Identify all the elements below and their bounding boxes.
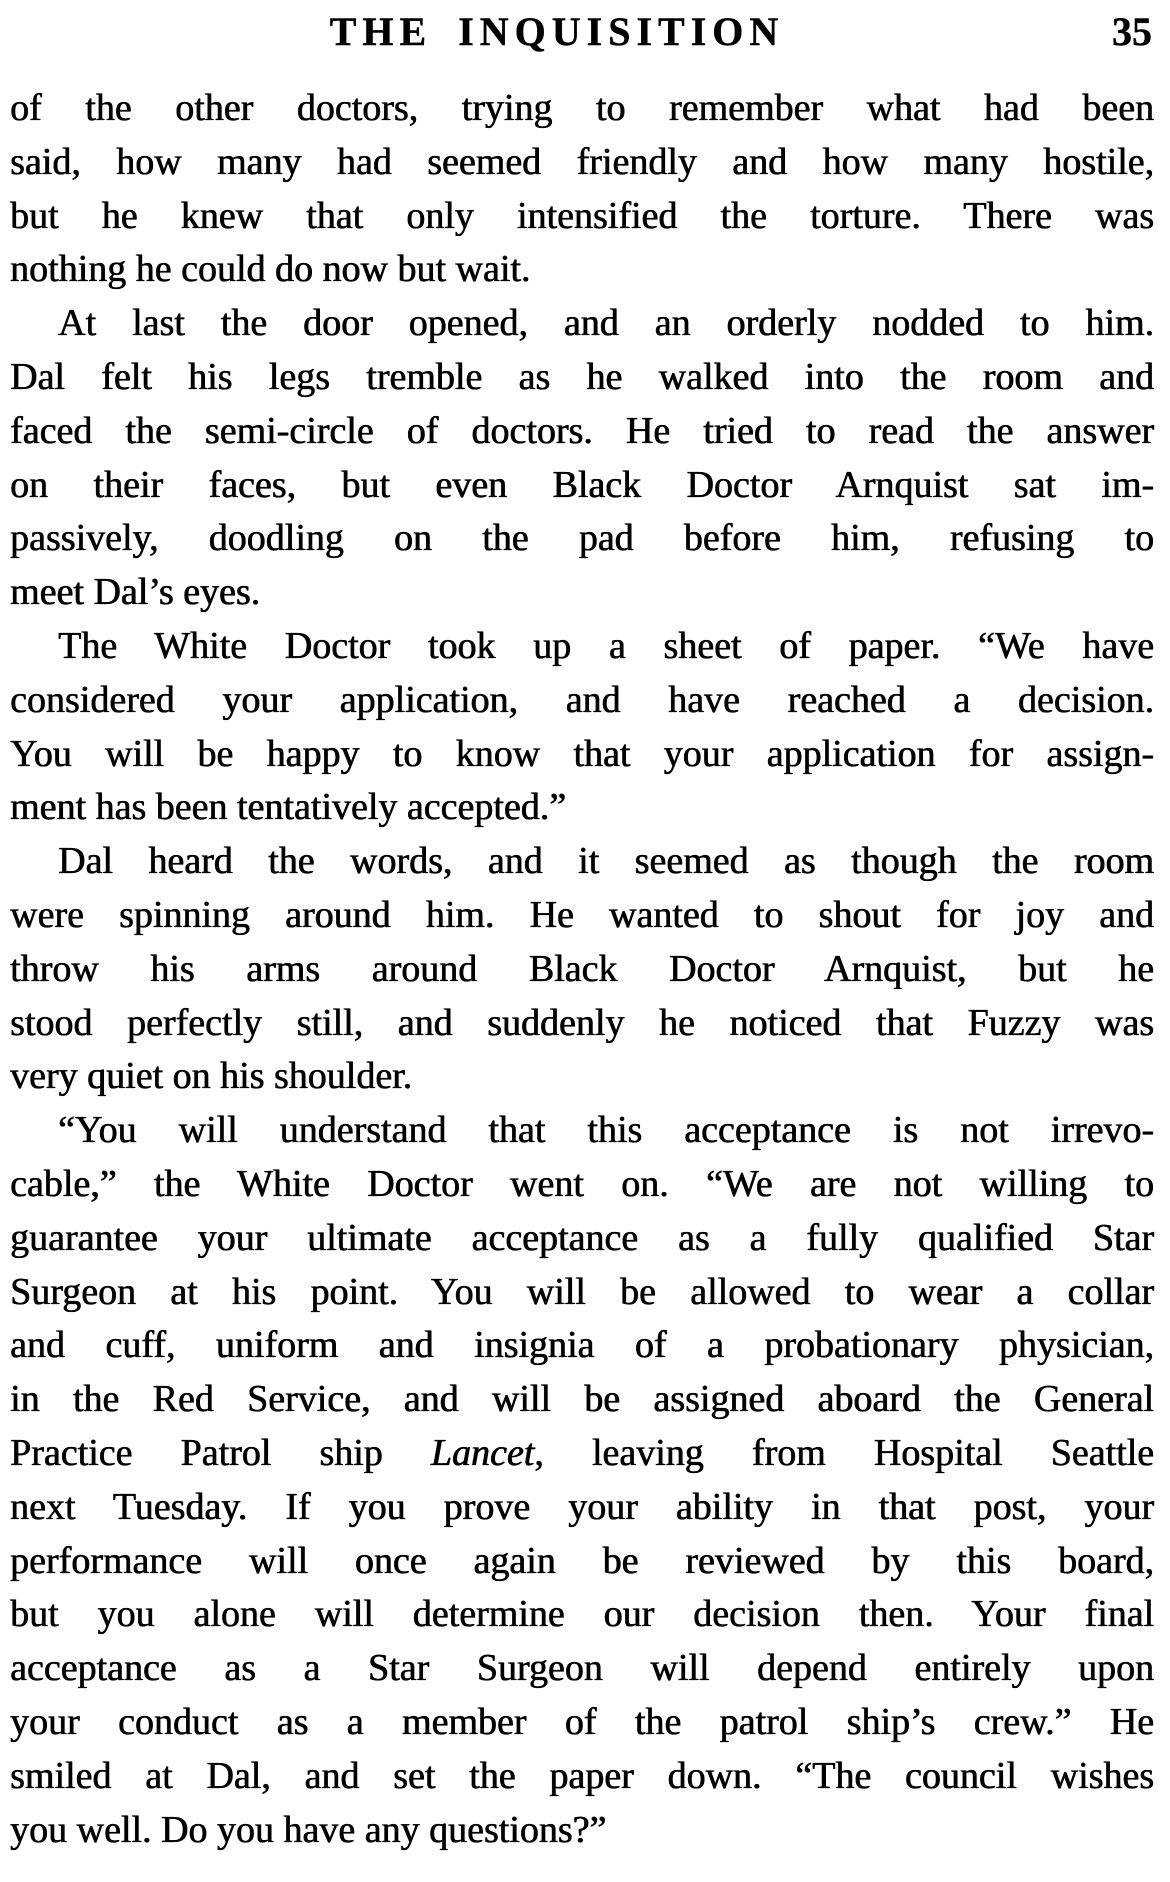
- text-line: said, how many had seemed friendly and how many hostile,: [10, 140, 1154, 183]
- ship-name-italic: Lancet: [430, 1431, 535, 1474]
- text-line: performance will once again be reviewed by this board,: [10, 1539, 1154, 1582]
- page-number: 35: [1112, 9, 1152, 54]
- text-segment: , leaving from Hospital Seattle: [534, 1431, 1155, 1474]
- text-line: were spinning around him. He wanted to shout for joy and: [10, 893, 1154, 936]
- text-line: The White Doctor took up a sheet of paper. “We have: [58, 624, 1154, 667]
- text-line: You will be happy to know that your application for assign-: [10, 732, 1154, 775]
- text-line: Dal felt his legs tremble as he walked into the room and: [10, 355, 1154, 398]
- text-line: cable,” the White Doctor went on. “We are not willing to: [10, 1162, 1154, 1205]
- text-line: considered your application, and have reached a decision.: [10, 678, 1154, 721]
- text-line: Surgeon at his point. You will be allowed to wear a collar: [10, 1270, 1154, 1313]
- running-head-title: THE INQUISITION: [329, 9, 785, 54]
- text-line: At last the door opened, and an orderly nodded to him.: [58, 302, 1154, 345]
- text-line: ment has been tentatively accepted.”: [10, 786, 567, 829]
- text-segment: Practice Patrol ship: [10, 1431, 431, 1474]
- text-line: next Tuesday. If you prove your ability in that post, your: [10, 1485, 1154, 1528]
- text-line: nothing he could do now but wait.: [10, 248, 531, 291]
- text-line: acceptance as a Star Surgeon will depend entirely upon: [10, 1647, 1154, 1690]
- text-line: on their faces, but even Black Doctor Arnquist sat im-: [10, 463, 1154, 506]
- text-line: “You will understand that this acceptance is not irrevo-: [58, 1109, 1154, 1152]
- text-line: but he knew that only intensified the torture. There was: [10, 194, 1154, 237]
- text-line: throw his arms around Black Doctor Arnquist, but he: [10, 947, 1154, 990]
- text-line: but you alone will determine our decision then. Your final: [10, 1593, 1154, 1636]
- text-line: very quiet on his shoulder.: [10, 1055, 413, 1098]
- text-line: stood perfectly still, and suddenly he noticed that Fuzzy was: [10, 1001, 1154, 1044]
- text-line: you well. Do you have any questions?”: [10, 1808, 607, 1851]
- text-line: guarantee your ultimate acceptance as a fully qualified Star: [10, 1216, 1154, 1259]
- text-line: of the other doctors, trying to remember what had been: [10, 87, 1154, 129]
- text-line: [10, 1427, 1154, 1481]
- text-line: faced the semi-circle of doctors. He tried to read the answer: [10, 409, 1154, 452]
- text-line: in the Red Service, and will be assigned aboard the General: [10, 1378, 1154, 1421]
- text-line: meet Dal’s eyes.: [10, 571, 261, 614]
- text-line: Dal heard the words, and it seemed as though the room: [58, 840, 1154, 883]
- text-line: and cuff, uniform and insignia of a probationary physician,: [10, 1324, 1154, 1367]
- text-line: passively, doodling on the pad before him, refusing to: [10, 517, 1154, 560]
- body-text: [10, 82, 1154, 1857]
- page-header: [0, 8, 1170, 60]
- text-line: smiled at Dal, and set the paper down. “The council wishes: [10, 1754, 1154, 1797]
- text-line: your conduct as a member of the patrol ship’s crew.” He: [10, 1700, 1154, 1743]
